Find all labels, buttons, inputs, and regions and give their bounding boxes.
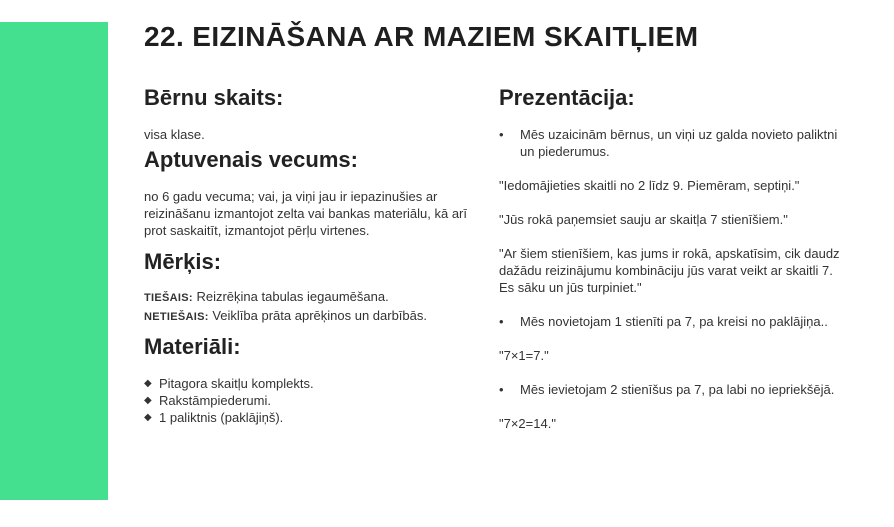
children-heading: Bērnu skaits: [144, 85, 284, 110]
list-item: ◆ Pitagora skaitļu komplekts. [144, 376, 314, 391]
bullet-dot-icon: • [499, 314, 504, 329]
accent-bar [0, 22, 108, 500]
direct-goal [144, 288, 480, 307]
diamond-bullet-icon: ◆ [144, 378, 152, 389]
right-column [499, 84, 849, 432]
presentation-quote: "Ar šiem stienīšiem, kas jums ir rokā, apskatīsim, cik daudz dažādu reizinājumu kombināciju jūs varat veikt ar skaitli 7. Es sāku un jūs turpiniet." [499, 246, 840, 295]
left-column [144, 84, 480, 426]
presentation-bullet: • Mēs ievietojam 2 stienīšus pa 7, pa labi no iepriekšējā. [499, 382, 835, 397]
age-text: no 6 gadu vecuma; vai, ja viņi jau ir iepazinušies ar reizināšanu izmantojot zelta vai bankas materiālu, kā arī prot saskaitīt, izmantojot pērļu virtenes. [144, 189, 467, 238]
list-item: ◆ 1 paliktnis (paklājiņš). [144, 410, 284, 425]
bullet-dot-icon: • [499, 127, 504, 142]
direct-label: TIEŠAIS: [144, 292, 193, 304]
page-title: 22. EIZINĀŠANA AR MAZIEM SKAITĻIEM [144, 21, 699, 52]
presentation-quote: "7×1=7." [499, 348, 549, 363]
presentation-heading: Prezentācija: [499, 85, 635, 110]
direct-text: Reizrēķina tabulas iegaumēšana. [192, 289, 389, 304]
bullet-dot-icon: • [499, 382, 504, 397]
indirect-text: Veiklība prāta aprēķinos un darbībās. [208, 308, 427, 323]
indirect-goal [144, 307, 480, 326]
diamond-bullet-icon: ◆ [144, 412, 152, 423]
presentation-quote: "Iedomājieties skaitli no 2 līdz 9. Piemēram, septiņi." [499, 178, 800, 193]
indirect-label: NETIEŠAIS: [144, 311, 209, 323]
presentation-bullet: • Mēs novietojam 1 stienīti pa 7, pa kreisi no paklājiņa.. [499, 314, 828, 329]
presentation-quote: "Jūs rokā paņemsiet sauju ar skaitļa 7 stienīšiem." [499, 212, 788, 227]
list-item: ◆ Rakstāmpiederumi. [144, 393, 271, 408]
age-heading: Aptuvenais vecums: [144, 147, 358, 172]
presentation-quote: "7×2=14." [499, 416, 556, 431]
materials-list [144, 375, 480, 426]
goal-heading: Mērķis: [144, 249, 222, 274]
materials-heading: Materiāli: [144, 334, 241, 359]
presentation-bullet: • Mēs uzaicinām bērnus, un viņi uz galda novieto paliktni un piederumus. [499, 127, 838, 159]
children-text: visa klase. [144, 127, 205, 142]
diamond-bullet-icon: ◆ [144, 395, 152, 406]
